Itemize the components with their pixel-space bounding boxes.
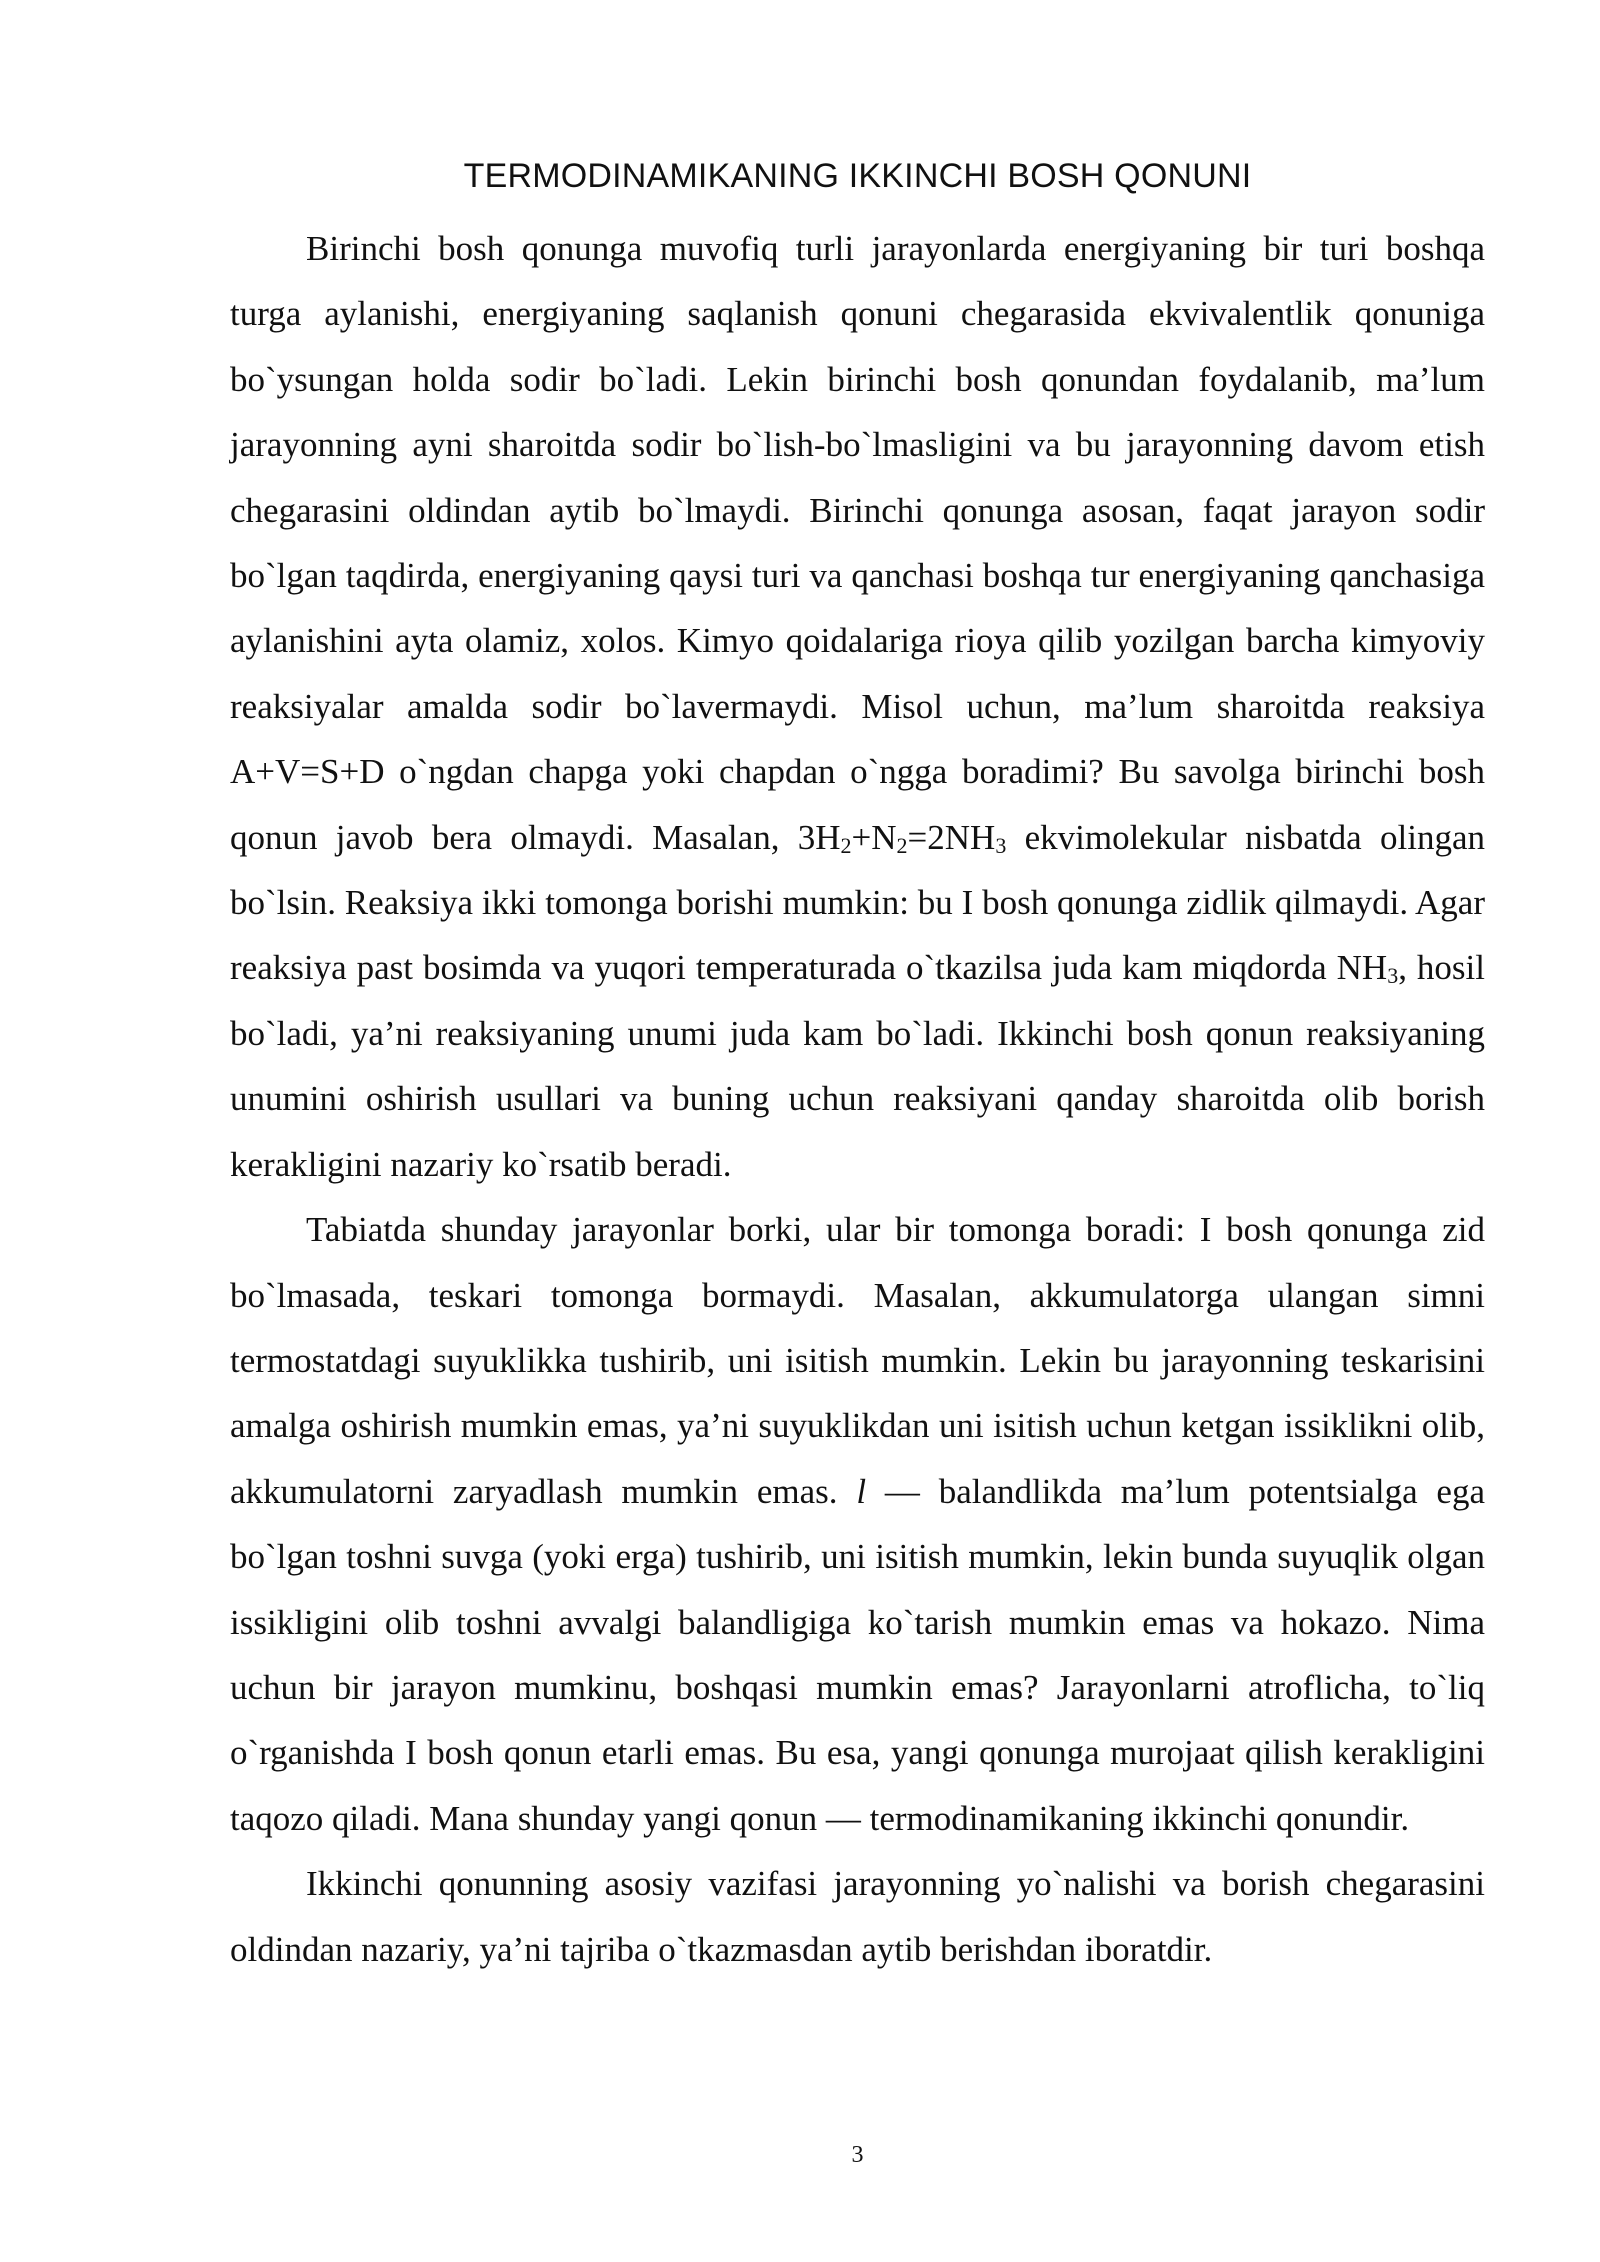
text-run: =2NH [907, 817, 996, 857]
page-number: 3 [851, 2142, 864, 2168]
page-title: TERMODINAMIKANING IKKINCHI BOSH QONUNI [463, 157, 1252, 195]
body-text [230, 216, 1485, 1982]
subscript: 3 [1387, 963, 1399, 989]
text-run: +N [851, 817, 897, 857]
subscript: 3 [995, 832, 1007, 858]
text-run: , hosil bo`ladi, ya’ni reaksiyaning unumi juda kam bo`ladi. Ikkinchi bosh qonun reaksiyaning unumini oshirish usullari va buning uchun reaksiyani qanday sharoitda olib borish kerakligini nazariy ko`rsatib beradi. [230, 948, 1485, 1184]
text-run: ekvimolekular nisbatda olingan bo`lsin. Reaksiya ikki tomonga borishi mumkin: bu I bosh qonunga zidlik qilmaydi. Agar reaksiya past bosimda va yuqori temperaturada o`tkazilsa juda kam miqdorda NH [230, 817, 1485, 988]
text-run: Birinchi bosh qonunga muvofiq turli jarayonlarda energiyaning bir turi boshqa turga aylanishi, energiyaning saqlanish qonuni chegarasida ekvivalentlik qonuniga bo`ysungan holda sodir bo`ladi. Lekin birinchi bosh qonundan foydalanib, ma’lum jarayonning ayni sharoitda sodir bo`lish-bo`lmasligini va bu jarayonning davom etish chegarasini oldindan aytib bo`lmaydi. Birinchi qonunga asosan, faqat jarayon sodir bo`lgan taqdirda, energiyaning qaysi turi va qanchasi boshqa tur energiyaning qanchasiga aylanishini ayta olamiz, xolos. Kimyo qoidalariga rioya qilib yozilgan barcha kimyoviy reaksiyalar amalda sodir bo`lavermaydi. Misol uchun, ma’lum sharoitda reaksiya A+V=S+D o`ngdan chapga yoki chapdan o`ngga boradimi? Bu savolga birinchi bosh qonun javob bera olmaydi. Masalan, 3H [230, 229, 1485, 857]
paragraph-2 [230, 1197, 1485, 1851]
text-run: Ikkinchi qonunning asosiy vazifasi jarayonning yo`nalishi va borish chegarasini oldindan nazariy, ya’ni tajriba o`tkazmasdan aytib berishdan iboratdir. [230, 1864, 1485, 1969]
subscript: 2 [896, 832, 908, 858]
text-run: — balandlikda ma’lum potentsialga ega bo`lgan toshni suvga (yoki erga) tushirib, uni isitish mumkin, lekin bunda suyuqlik olgan issikligini olib toshni avvalgi balandligiga ko`tarish mumkin emas va hokazo. Nima uchun bir jarayon mumkinu, boshqasi mumkin emas? Jarayonlarni atroflicha, to`liq o`rganishda I bosh qonun etarli emas. Bu esa, yangi qonunga murojaat qilish kerakligini taqozo qiladi. Mana shunday yangi qonun — termodinamikaning ikkinchi qonundir. [230, 1471, 1485, 1838]
paragraph-1 [230, 216, 1485, 1197]
text-run: Tabiatda shunday jarayonlar borki, ular bir tomonga boradi: I bosh qonunga zid bo`lmasada, teskari tomonga bormaydi. Masalan, akkumulatorga ulangan simni termostatdagi suyuklikka tushirib, uni isitish mumkin. Lekin bu jarayonning teskarisini amalga oshirish mumkin emas, ya’ni suyuklikdan uni isitish uchun ketgan issiklikni olib, akkumulatorni zaryadlash mumkin emas. [230, 1210, 1485, 1511]
paragraph-3 [230, 1851, 1485, 1982]
italic-variable: l [856, 1471, 867, 1511]
subscript: 2 [840, 832, 852, 858]
